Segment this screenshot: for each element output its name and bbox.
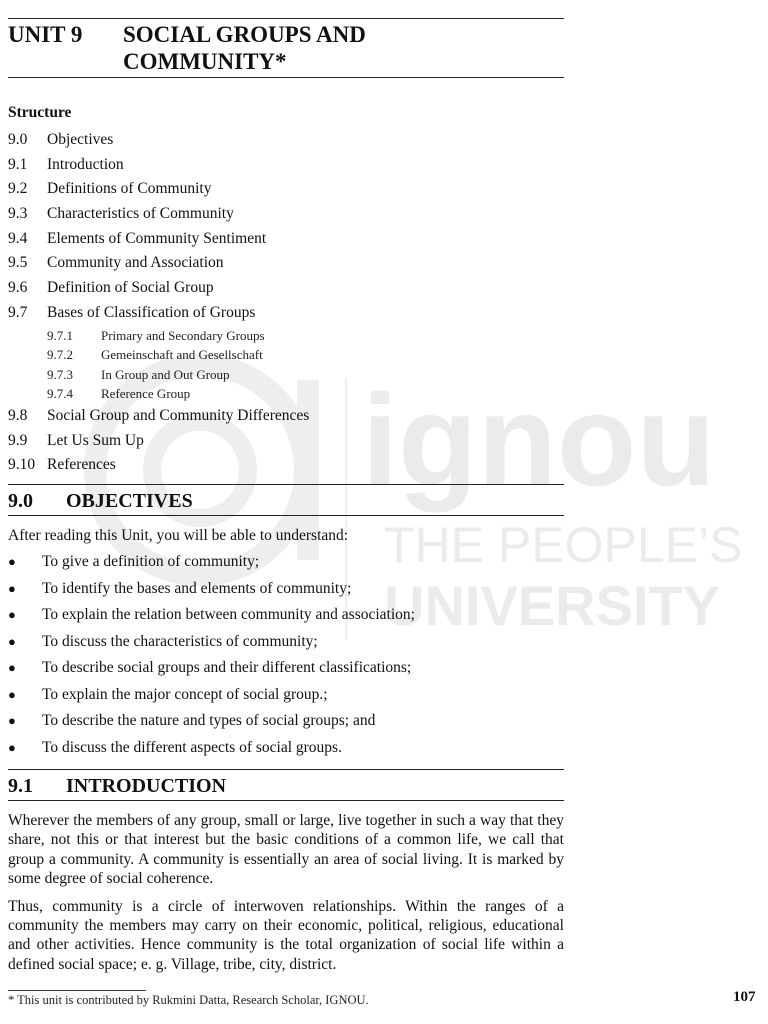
toc-subitem — [8, 326, 564, 346]
toc-number: 9.7 — [8, 303, 28, 321]
toc-number: 9.10 — [8, 456, 36, 474]
toc-number: 9.5 — [8, 254, 28, 272]
toc-subitem — [8, 365, 564, 385]
section-rule — [8, 769, 564, 770]
footnote: * This unit is contributed by Rukmini Datta, Research Scholar, IGNOU. — [8, 993, 369, 1007]
toc-number: 9.0 — [8, 131, 28, 148]
toc-item — [8, 202, 564, 227]
toc-number: 9.6 — [8, 279, 28, 297]
toc-item — [8, 153, 564, 178]
toc-number: 9.9 — [8, 431, 28, 449]
watermark-line2: UNIVERSITY — [384, 574, 721, 637]
table-of-contents — [8, 128, 564, 478]
toc-subitem-label: Gemeinschaft and Gesellschaft — [101, 347, 263, 363]
toc-label: Let Us Sum Up — [47, 431, 144, 449]
list-item — [8, 735, 564, 762]
toc-number: 9.2 — [8, 180, 28, 198]
objectives-list — [8, 549, 564, 761]
list-item — [8, 549, 564, 576]
toc-label: Definition of Social Group — [47, 279, 214, 297]
page-content — [8, 18, 564, 974]
list-item — [8, 655, 564, 682]
toc-item — [8, 276, 564, 301]
toc-label: Objectives — [47, 131, 114, 148]
unit-number: UNIT 9 — [8, 22, 83, 47]
bullet-icon: ● — [8, 660, 16, 676]
list-item — [8, 629, 564, 656]
bullet-icon: ● — [8, 686, 16, 702]
list-item-text: To explain the relation between community and association; — [42, 606, 415, 624]
toc-label: Definitions of Community — [47, 180, 212, 198]
section-title: INTRODUCTION — [66, 775, 227, 798]
toc-label: References — [47, 456, 116, 474]
toc-number: 9.1 — [8, 155, 28, 173]
section-rule — [8, 484, 564, 485]
toc-subitem-label: Reference Group — [101, 386, 191, 402]
bullet-icon: ● — [8, 554, 16, 570]
list-item — [8, 576, 564, 603]
list-item-text: To describe the nature and types of social groups; and — [42, 712, 376, 730]
page-number: 107 — [733, 989, 756, 1005]
list-item-text: To discuss the characteristics of community; — [42, 632, 318, 650]
bullet-icon: ● — [8, 633, 16, 649]
toc-item — [8, 453, 564, 478]
toc-label: Bases of Classification of Groups — [47, 303, 256, 321]
introduction-paragraph: Thus, community is a circle of interwoven relationships. Within the ranges of a community the members may carry on their economic, political, religious, educational and other activities. Hence community is the total organization of social life within a defined social space; e. g. Village, tribe, city, district. — [8, 897, 564, 973]
toc-item — [8, 227, 564, 252]
toc-label: Characteristics of Community — [47, 205, 234, 223]
list-item-text: To give a definition of community; — [42, 553, 260, 571]
list-item — [8, 682, 564, 709]
list-item — [8, 602, 564, 629]
toc-label: Social Group and Community Differences — [47, 406, 310, 424]
toc-subitem-number: 9.7.4 — [47, 386, 73, 402]
watermark-word: ignou — [362, 367, 716, 513]
bullet-icon: ● — [8, 713, 16, 729]
watermark-line1: THE PEOPLE’S — [384, 517, 743, 573]
toc-subitem-label: Primary and Secondary Groups — [101, 327, 265, 343]
footnote-rule — [8, 990, 146, 991]
section-rule — [8, 515, 564, 516]
objectives-intro: After reading this Unit, you will be able to understand: — [8, 526, 349, 544]
toc-label: Community and Association — [47, 254, 224, 272]
toc-subitem — [8, 345, 564, 365]
list-item-text: To discuss the different aspects of social groups. — [42, 738, 342, 756]
section-number: 9.1 — [8, 775, 33, 798]
bullet-icon: ● — [8, 739, 16, 755]
bullet-icon: ● — [8, 607, 16, 623]
list-item-text: To explain the major concept of social group.; — [42, 685, 328, 703]
toc-item — [8, 128, 564, 153]
unit-header — [8, 19, 564, 77]
toc-item — [8, 251, 564, 276]
toc-item — [8, 404, 564, 429]
toc-item — [8, 429, 564, 454]
toc-subitem-number: 9.7.1 — [47, 327, 73, 343]
list-item-text: To describe social groups and their different classifications; — [42, 659, 412, 677]
structure-label: Structure — [8, 104, 72, 121]
unit-title — [123, 21, 423, 77]
introduction-heading — [8, 772, 564, 800]
section-number: 9.0 — [8, 489, 33, 512]
section-rule — [8, 800, 564, 801]
toc-number: 9.3 — [8, 205, 28, 223]
toc-subitem-label: In Group and Out Group — [101, 366, 230, 382]
objectives-heading — [8, 487, 564, 515]
unit-title-line1: SOCIAL GROUPS AND — [123, 22, 366, 47]
toc-label: Introduction — [47, 155, 124, 173]
toc-number: 9.4 — [8, 229, 28, 247]
unit-title-line2: COMMUNITY* — [123, 49, 287, 74]
toc-number: 9.8 — [8, 406, 28, 424]
list-item-text: To identify the bases and elements of community; — [42, 579, 352, 597]
section-title: OBJECTIVES — [66, 489, 193, 512]
toc-item — [8, 301, 564, 326]
bullet-icon: ● — [8, 580, 16, 596]
header-rule — [8, 77, 564, 78]
toc-label: Elements of Community Sentiment — [47, 229, 267, 247]
toc-subitem-number: 9.7.2 — [47, 347, 73, 363]
toc-item — [8, 177, 564, 202]
toc-subitem — [8, 384, 564, 404]
introduction-paragraph: Wherever the members of any group, small or large, live together in such a way that they share, not this or that interest but the basic conditions of a common life, we call that group a community. A community is essentially an area of social living. It is marked by some degree of social coherence. — [8, 812, 564, 887]
list-item — [8, 708, 564, 735]
toc-subitem-number: 9.7.3 — [47, 366, 73, 382]
